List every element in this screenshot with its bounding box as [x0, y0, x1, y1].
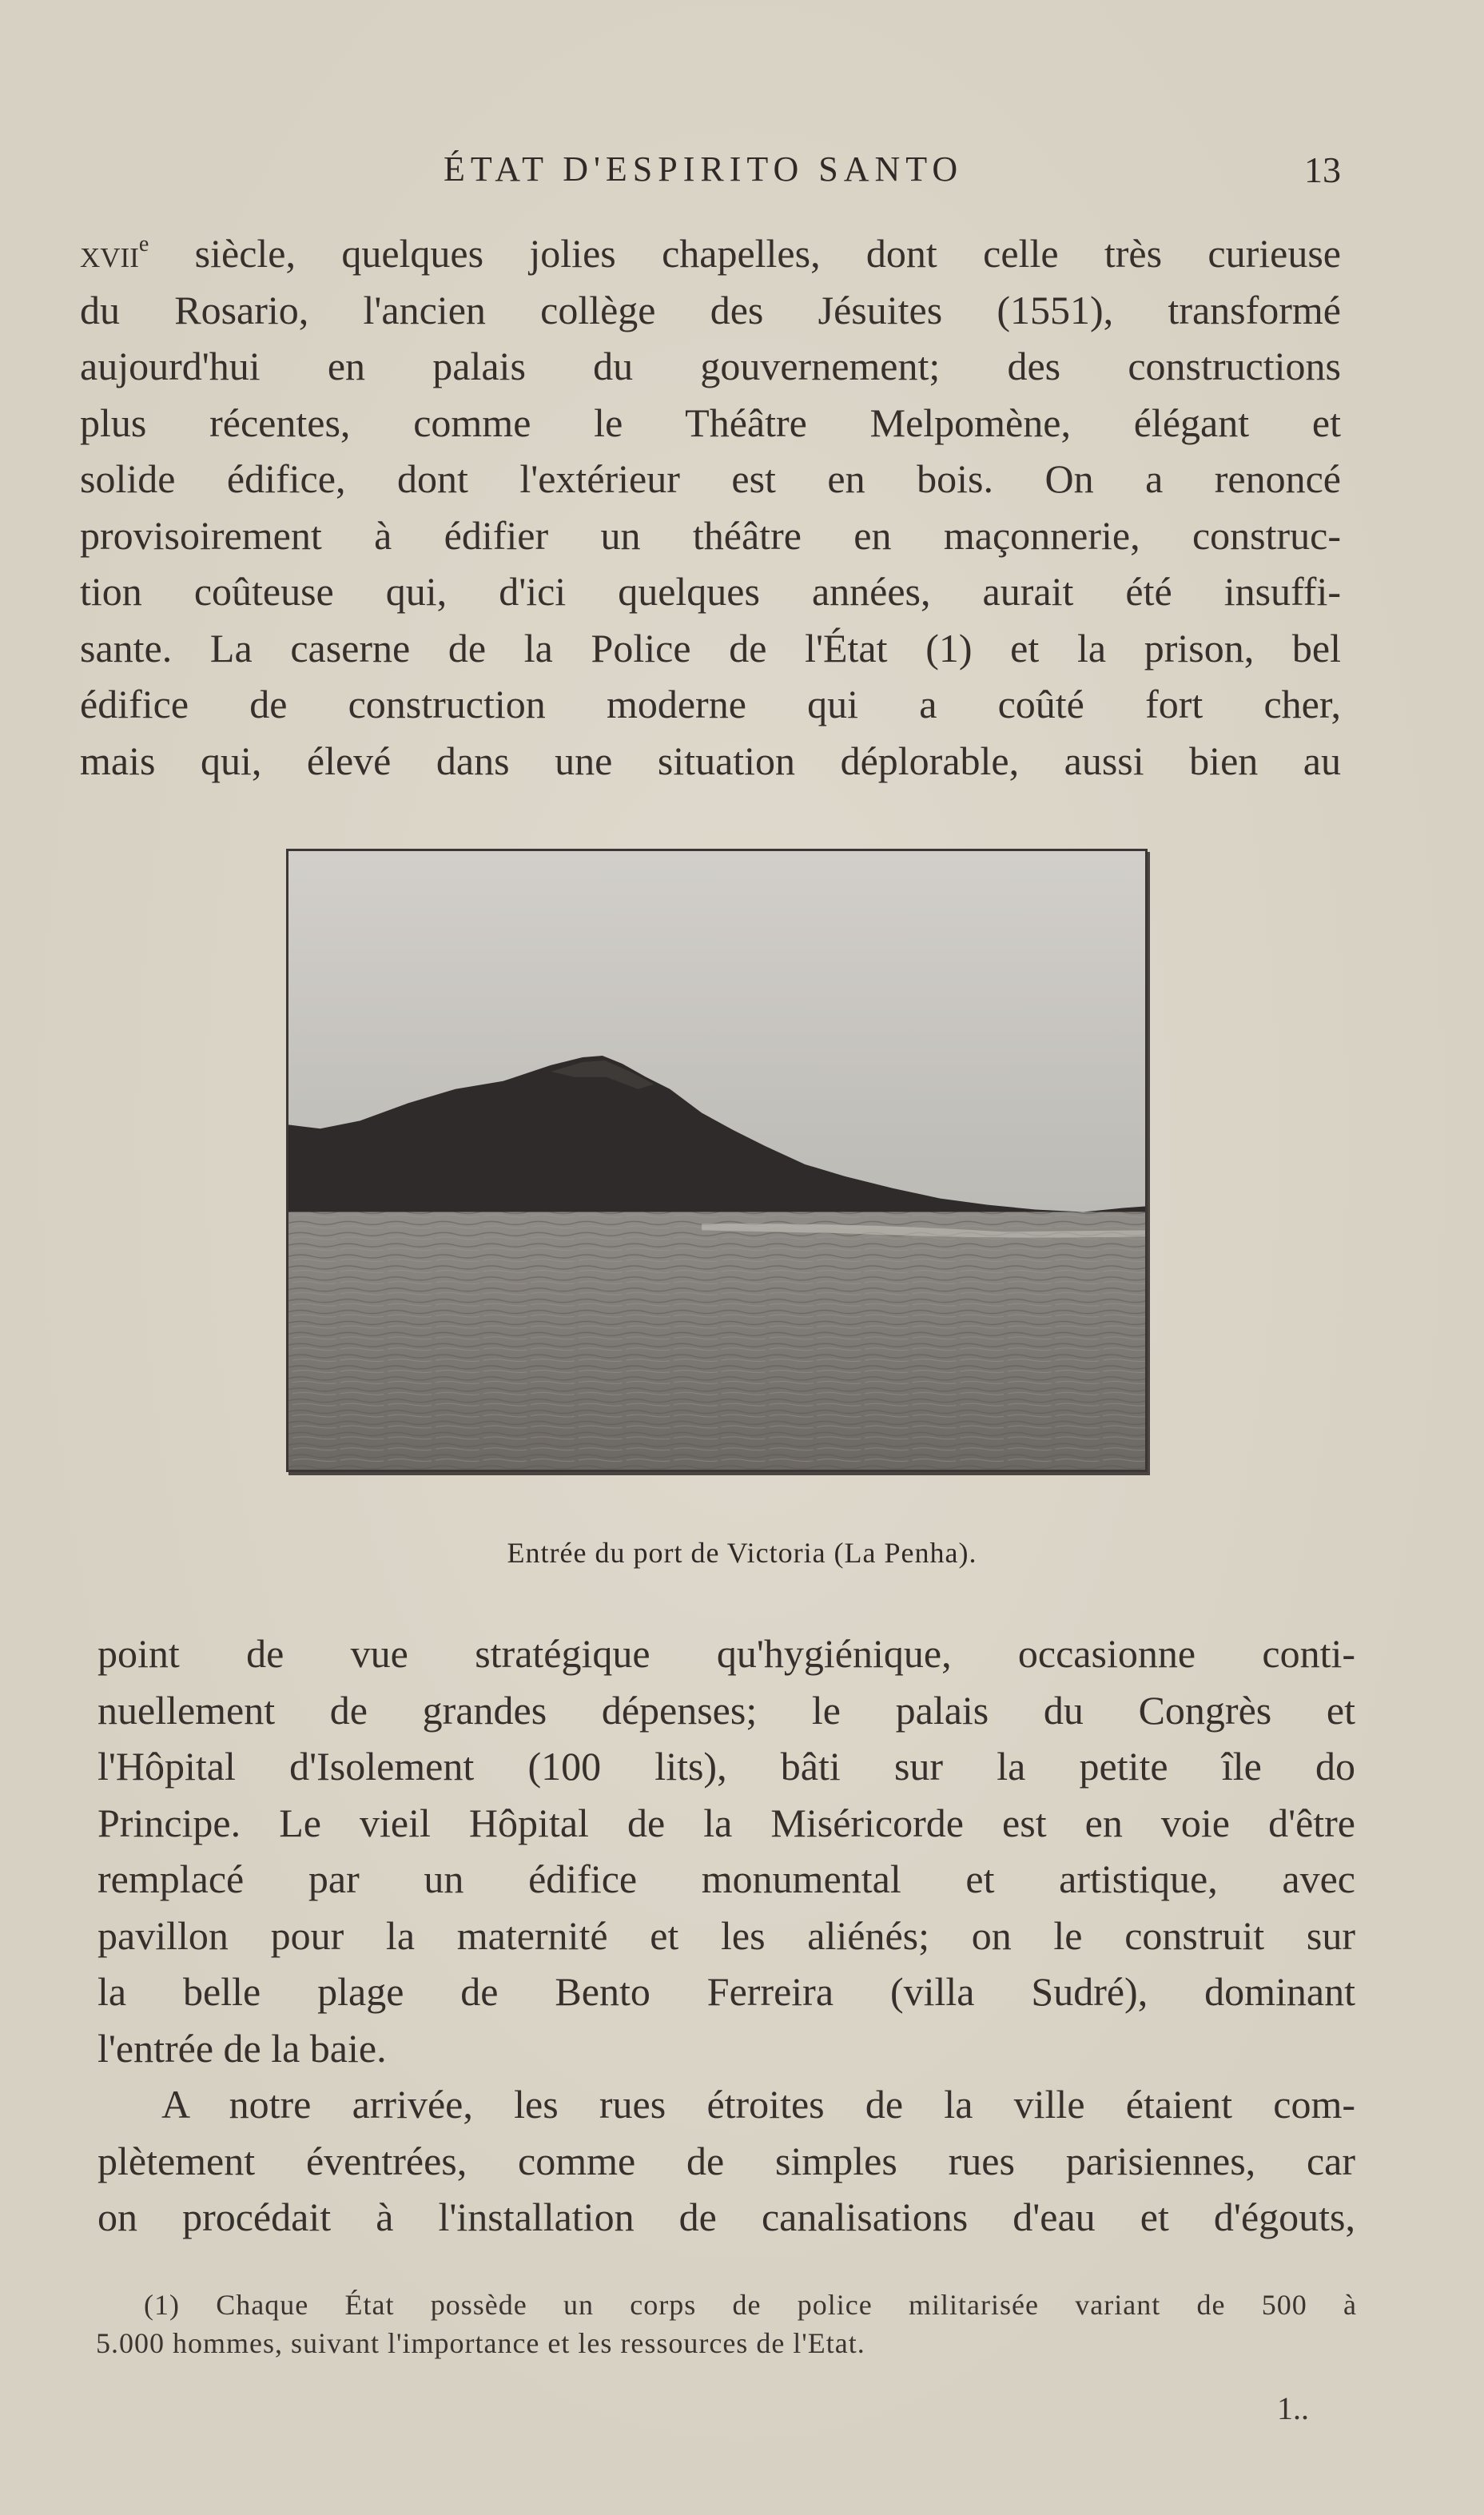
text-line: sante. La caserne de la Police de l'État (1) et la prison, bel	[80, 625, 1341, 671]
text-line: du Rosario, l'ancien collège des Jésuites (1551), transformé	[80, 287, 1341, 332]
text-line: provisoirement à édifier un théâtre en maçonnerie, construc-	[80, 512, 1341, 558]
body-text-bottom	[97, 1626, 1355, 2246]
body-text-top	[80, 225, 1341, 789]
text-line: aujourd'hui en palais du gouvernement; des constructions	[80, 344, 1341, 388]
photo-figure	[286, 849, 1148, 1472]
text-line: mais qui, élevé dans une situation déplorable, aussi bien au	[80, 738, 1341, 783]
century-numeral: xvii	[80, 231, 139, 276]
signature-mark: 1..	[1277, 2390, 1309, 2426]
figure-caption: Entrée du port de Victoria (La Penha).	[507, 1537, 977, 1569]
text-line: solide édifice, dont l'extérieur est en bois. On a renoncé	[80, 456, 1341, 501]
text-line: remplacé par un édifice monumental et artistique, avec	[97, 1856, 1355, 1901]
text-line: nuellement de grandes dépenses; le palais du Congrès et	[97, 1687, 1355, 1733]
text-line: l'Hôpital d'Isolement (100 lits), bâti sur la petite île do	[97, 1744, 1355, 1789]
text-line: l'entrée de la baie.	[97, 2025, 387, 2071]
line-text: siècle, quelques jolies chapelles, dont celle très curieuse	[149, 231, 1341, 276]
century-superscript: e	[138, 232, 149, 257]
photo-frame	[286, 849, 1148, 1472]
page-number: 13	[1304, 149, 1341, 190]
harbor-photo	[288, 851, 1145, 1470]
text-line: édifice de construction moderne qui a coûté fort cher,	[80, 682, 1341, 726]
text-line: Principe. Le vieil Hôpital de la Miséricorde est en voie d'être	[97, 1800, 1355, 1845]
text-line: plètement éventrées, comme de simples rues parisiennes, car	[97, 2138, 1355, 2183]
text-line: tion coûteuse qui, d'ici quelques années, aurait été insuffi-	[80, 569, 1341, 614]
text-line: plus récentes, comme le Théâtre Melpomène, élégant et	[80, 400, 1341, 445]
text-line: pavillon pour la maternité et les aliénés; on le construit sur	[97, 1912, 1355, 1958]
footnote-line: 5.000 hommes, suivant l'importance et les ressources de l'Etat.	[96, 2327, 865, 2359]
running-title: ÉTAT D'ESPIRITO SANTO	[444, 149, 964, 189]
text-line: point de vue stratégique qu'hygiénique, occasionne conti-	[97, 1631, 1355, 1676]
running-header	[0, 149, 1484, 197]
sea-ripples	[288, 1212, 1145, 1470]
text-line	[80, 225, 1341, 282]
text-line: on procédait à l'installation de canalisations d'eau et d'égouts,	[97, 2195, 1355, 2239]
text-line: A notre arrivée, les rues étroites de la ville étaient com-	[161, 2082, 1355, 2127]
text-line: la belle plage de Bento Ferreira (villa Sudré), dominant	[97, 1969, 1355, 2014]
footnote-line: (1) Chaque État possède un corps de police militarisée variant de 500 à	[144, 2289, 1357, 2321]
footnote	[96, 2286, 1357, 2362]
